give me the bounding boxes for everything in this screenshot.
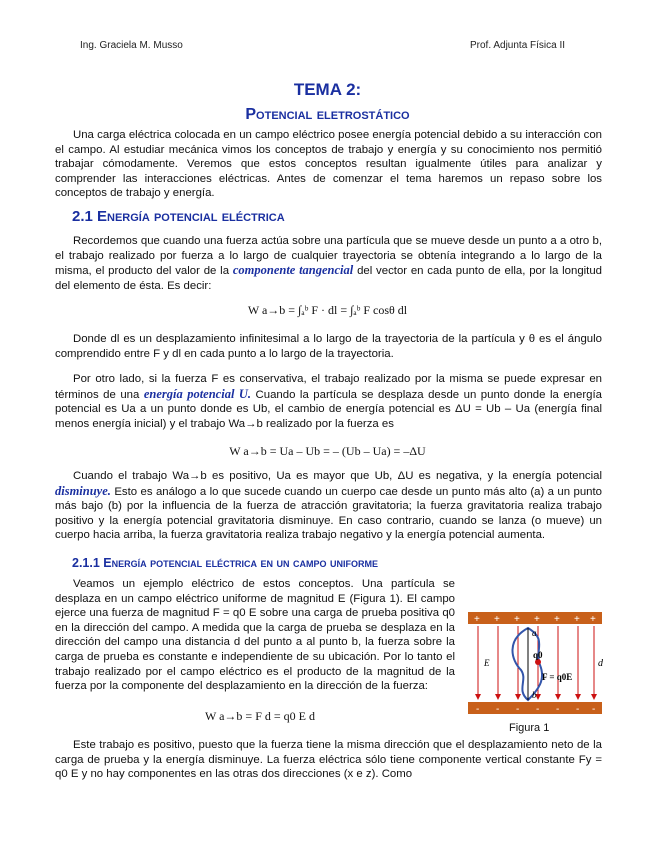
minus-sign: -	[476, 704, 480, 715]
paragraph-work-definition	[55, 234, 602, 293]
minus-sign: -	[516, 704, 520, 715]
paragraph-conservative	[55, 372, 602, 431]
label-a: a	[532, 628, 537, 638]
paragraph-positive-work: Este trabajo es positivo, puesto que la fuerza tiene la misma dirección que el desplazamiento neto de la carga de prueba y la energía disminuye. La fuerza eléctrica sólo tiene componente vertical constante Fy = q0 E y no hay componentes en las otras dos direcciones (x e z). Como	[55, 739, 602, 781]
header-role: Prof. Adjunta Física II	[470, 40, 566, 51]
p1-text-a: Recordemos que cuando una fuerza actúa sobre una partícula que se mueve desde un punto a a otro b, el trabajo realizado por fuerza a lo largo de cualquier trayectoria se obtenía integrando a lo largo de la misma, el producto del valor de la	[55, 235, 602, 278]
minus-sign: -	[556, 704, 560, 715]
minus-sign: -	[576, 704, 580, 715]
section-heading-2-1-1: 2.1.1 Energía potencial eléctrica en un campo uniforme	[72, 556, 378, 570]
field-arrowhead	[495, 694, 501, 700]
label-force: F = q0E	[542, 672, 573, 682]
p1-highlight: componente tangencial	[232, 263, 354, 278]
label-q0: q0	[533, 650, 543, 660]
plus-sign: +	[474, 614, 480, 625]
minus-sign: -	[496, 704, 500, 715]
negative-plate	[468, 702, 602, 714]
field-arrowhead	[555, 694, 561, 700]
section-heading-2-1: 2.1 Energía potencial eléctrica	[72, 208, 285, 225]
paragraph-displacement: Donde dl es un desplazamiento infinitesimal a lo largo de la trayectoria de la partícula y θ es el ángulo comprendido entre F y dl en cada punto a lo largo de la trayectoria.	[55, 333, 602, 360]
label-d: d	[598, 658, 603, 669]
figure-uniform-field	[466, 610, 606, 720]
field-arrowhead	[591, 694, 597, 700]
p3-highlight: energía potencial U.	[143, 386, 252, 401]
p3-text-c: Cuando la partícula se desplaza desde un punto donde la energía potencial es Ua a un punto donde es Ub, el cambio de energía potencial es ΔU = Ub – Ua (energía final menos energía inicial) y el trabajo Wa→b realizado por la fuerza es	[55, 388, 602, 430]
p4-text-a: Cuando el trabajo Wa→b es positivo, Ua es mayor que Ub, ΔU es negativa, y la energía potencial	[73, 470, 602, 482]
equation-uniform-work: W a→b = F d = q0 E d	[205, 709, 315, 723]
header-author: Ing. Graciela M. Musso	[80, 40, 183, 51]
p3-text-a: Por otro lado, si la fuerza F es conservativa, el trabajo realizado por la misma se puede expresar en términos de una	[55, 373, 602, 401]
plus-sign: +	[574, 614, 580, 625]
page-title: TEMA 2:	[293, 80, 362, 99]
equation-work-integral: W a→b = ∫ₐᵇ F · dl = ∫ₐᵇ F cosθ dl	[247, 303, 408, 317]
minus-sign: -	[592, 704, 596, 715]
plus-sign: +	[494, 614, 500, 625]
field-arrowhead	[475, 694, 481, 700]
field-arrowhead	[575, 694, 581, 700]
label-b: b	[532, 690, 537, 700]
field-arrowhead	[515, 694, 521, 700]
paragraph-uniform-field: Veamos un ejemplo eléctrico de estos conceptos. Una partícula se desplaza en un campo eléctrico uniforme de magnitud E (Figura 1). El campo ejerce una fuerza de magnitud F = q0 E sobre una carga de prueba positiva q0 en la dirección del campo. A medida que la carga de prueba se desplaza en la dirección del campo una distancia d del punto a al punto b, la fuerza sobre la carga de prueba es constante e independiente de su ubicación. Por lo tanto el trabajo realizado por el campo eléctrico es el producto de la magnitud de la fuerza por la componente del desplazamiento en la dirección de la fuerza:	[55, 578, 455, 693]
equation-delta-u: W a→b = Ua – Ub = – (Ub – Ua) = –ΔU	[229, 444, 426, 458]
label-E: E	[484, 658, 490, 668]
p4-text-c: Esto es análogo a lo que sucede cuando un cuerpo cae desde un punto más alto (a) a un punto más bajo (b) por la influencia de la fuerza de atracción gravitatoria; la fuerza gravitatoria realiza trabajo positivo y la energía potencial gravitatoria disminuye. En caso contrario, cuando se lanza (o mueve) un cuerpo hacia arriba, la fuerza gravitatoria realiza trabajo negativo y la energía potencial aumenta.	[55, 485, 602, 542]
p4-highlight: disminuye.	[55, 483, 111, 498]
plus-sign: +	[534, 614, 540, 625]
page-subtitle: Potencial eletrostático	[245, 106, 410, 123]
minus-sign: -	[536, 704, 540, 715]
intro-paragraph: Una carga eléctrica colocada en un campo eléctrico posee energía potencial debido a su interacción con el campo. Al estudiar mecánica vimos los conceptos de trabajo y energía y su conocimiento nos permitió trabajar cómodamente. Veremos que estos conceptos resultan igualmente útiles para analizar y comprender las interacciones eléctricas. Antes de comenzar el tema haremos un repaso sobre los conceptos de trabajo y energía.	[55, 129, 602, 200]
paragraph-energy-decrease	[55, 469, 602, 543]
plus-sign: +	[514, 614, 520, 625]
figure-caption: Figura 1	[509, 722, 550, 734]
plus-sign: +	[590, 614, 596, 625]
plus-sign: +	[554, 614, 560, 625]
p1-text-c: del vector en cada punto de ella, por la longitud del elemento de ésta. Es decir:	[55, 265, 603, 292]
